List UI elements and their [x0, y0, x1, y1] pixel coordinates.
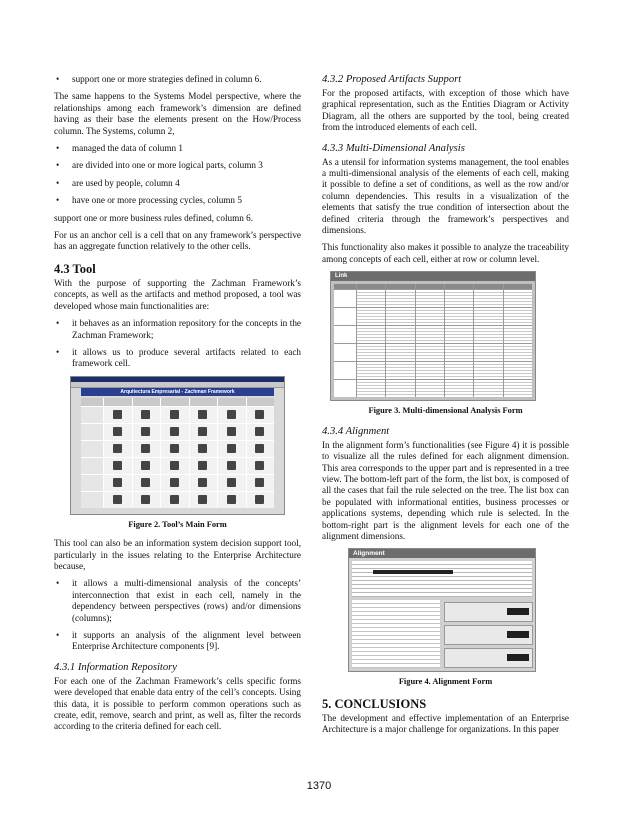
subsection-heading-artifacts: 4.3.2 Proposed Artifacts Support — [322, 74, 462, 85]
bullet-alignment-level: • it supports an analysis of the alignment level between Enterprise Architecture components [9]. — [54, 630, 301, 653]
paragraph-conclusions: The development and effective implementation of an Enterprise Architecture is a major challenge for organizations. In this paper — [322, 712, 569, 735]
right-column — [322, 74, 569, 742]
paragraph-information-repository: For each one of the Zachman Framework’s cells specific forms were developed that enable data entry of the cell’s concepts. Using this data, it is possible to perform common operations such as create, edit, remove, search and print, as well as, filter the records according to the criteria defined for each cell. — [54, 675, 301, 732]
paragraph-tool-purpose: With the purpose of supporting the Zachman Framework’s concepts, as well as the artifacts and method proposed, a tool was developed whose main functionalities are: — [54, 277, 301, 311]
subsection-heading-information-repository: 4.3.1 Information Repository — [54, 661, 177, 673]
figure-3-link-form — [330, 271, 536, 401]
figure-2-header: Arquitectura Empresarial - Zachman Framework — [81, 388, 274, 396]
paragraph-systems-model: The same happens to the Systems Model perspective, where the relationships among each framework’s dimension are defined having as their base the elements present on the How/Process column. The Systems, column 2, — [54, 91, 301, 136]
failed-cases-list — [352, 600, 440, 668]
figure-3-title: Link — [331, 272, 535, 281]
figure-2-caption: Figure 2. Tool’s Main Form — [128, 519, 227, 529]
figure-4-caption: Figure 4. Alignment Form — [398, 677, 493, 687]
bullet-strategies: • support one or more strategies defined in column 6. — [54, 74, 301, 85]
zachman-grid — [81, 398, 274, 508]
bullet-artifacts: • it allows us to produce several artifacts related to each framework cell. — [54, 347, 301, 370]
figure-3-caption: Figure 3. Multi-dimensional Analysis Form — [368, 406, 523, 416]
figure-2-tool-main-form — [70, 376, 285, 515]
alignment-level-2 — [444, 625, 533, 645]
subsection-heading-alignment: 4.3.4 Alignment — [322, 425, 390, 437]
alignment-level-1 — [444, 602, 533, 622]
paragraph-anchor-cell: For us an anchor cell is a cell that on any framework’s perspective has an aggregate function relatively to the other cells. — [54, 230, 301, 252]
subsection-heading-multidimensional: 4.3.3 Multi-Dimensional Analysis — [322, 142, 465, 154]
paragraph-alignment: In the alignment form’s functionalities (see Figure 4) it is possible to visualize all the rules defined for each alignment dimension. This area corresponds to the upper part and is represented in a tree view. The bottom-left part of the form, the list box, is composed of all the cases that fail the rule selected on the tree. The list box can be populated with informational entities, business processes or applications systems, depending which rule is selected. In the bottom-right part is the alignment levels for each one of the alignment dimensions. — [322, 439, 569, 541]
left-column — [54, 74, 301, 739]
figure-4-alignment-form — [348, 548, 536, 672]
bullet-managed-data: • managed the data of column 1 — [54, 143, 301, 154]
selected-rule — [373, 570, 453, 574]
alignment-rules-tree — [352, 561, 532, 597]
paragraph-decision-support: This tool can also be an information system decision support tool, particularly in the issues relating to the Enterprise Architecture because, — [54, 538, 301, 571]
link-grid — [334, 284, 532, 397]
paragraph-artifacts: For the proposed artifacts, with exception of those which have graphical representation, such as the Entities Diagram or Activity Diagram, all the others are supported by the tool, being created from the introduced elements of each cell. — [322, 88, 569, 133]
page-number: 1370 — [306, 780, 332, 792]
section-heading-tool: 4.3 Tool — [54, 261, 96, 276]
paragraph-multidimensional: As a utensil for information systems management, the tool enables a multi-dimensional analysis of the elements of each cell, making it possible to define a set of conditions, as well as the row and/or column dependencies. This results in a visualization of the elements that satisfy the true condition of intersection about the defined criteria through the framework’s perspectives and dimensions. — [322, 156, 569, 236]
paragraph-traceability: This functionality also makes it possible to analyze the traceability among concepts of each cell, either at row or column level. — [322, 242, 569, 264]
paragraph-business-rules: support one or more business rules defined, column 6. — [54, 212, 254, 223]
bullet-used-by-people: • are used by people, column 4 — [54, 178, 301, 189]
bullet-multidimensional: • it allows a multi-dimensional analysis of the concepts’ interconnection that exist in each cell, namely in the dependency between perspectives (rows) and/or dimensions (columns); — [54, 578, 301, 624]
bullet-processing-cycles: • have one or more processing cycles, column 5 — [54, 195, 301, 206]
bullet-logical-parts: • are divided into one or more logical parts, column 3 — [54, 160, 301, 171]
section-heading-conclusions: 5. CONCLUSIONS — [322, 696, 427, 711]
figure-4-title: Alignment — [349, 549, 535, 558]
bullet-repository: • it behaves as an information repository for the concepts in the Zachman Framework; — [54, 318, 301, 341]
alignment-level-3 — [444, 648, 533, 668]
